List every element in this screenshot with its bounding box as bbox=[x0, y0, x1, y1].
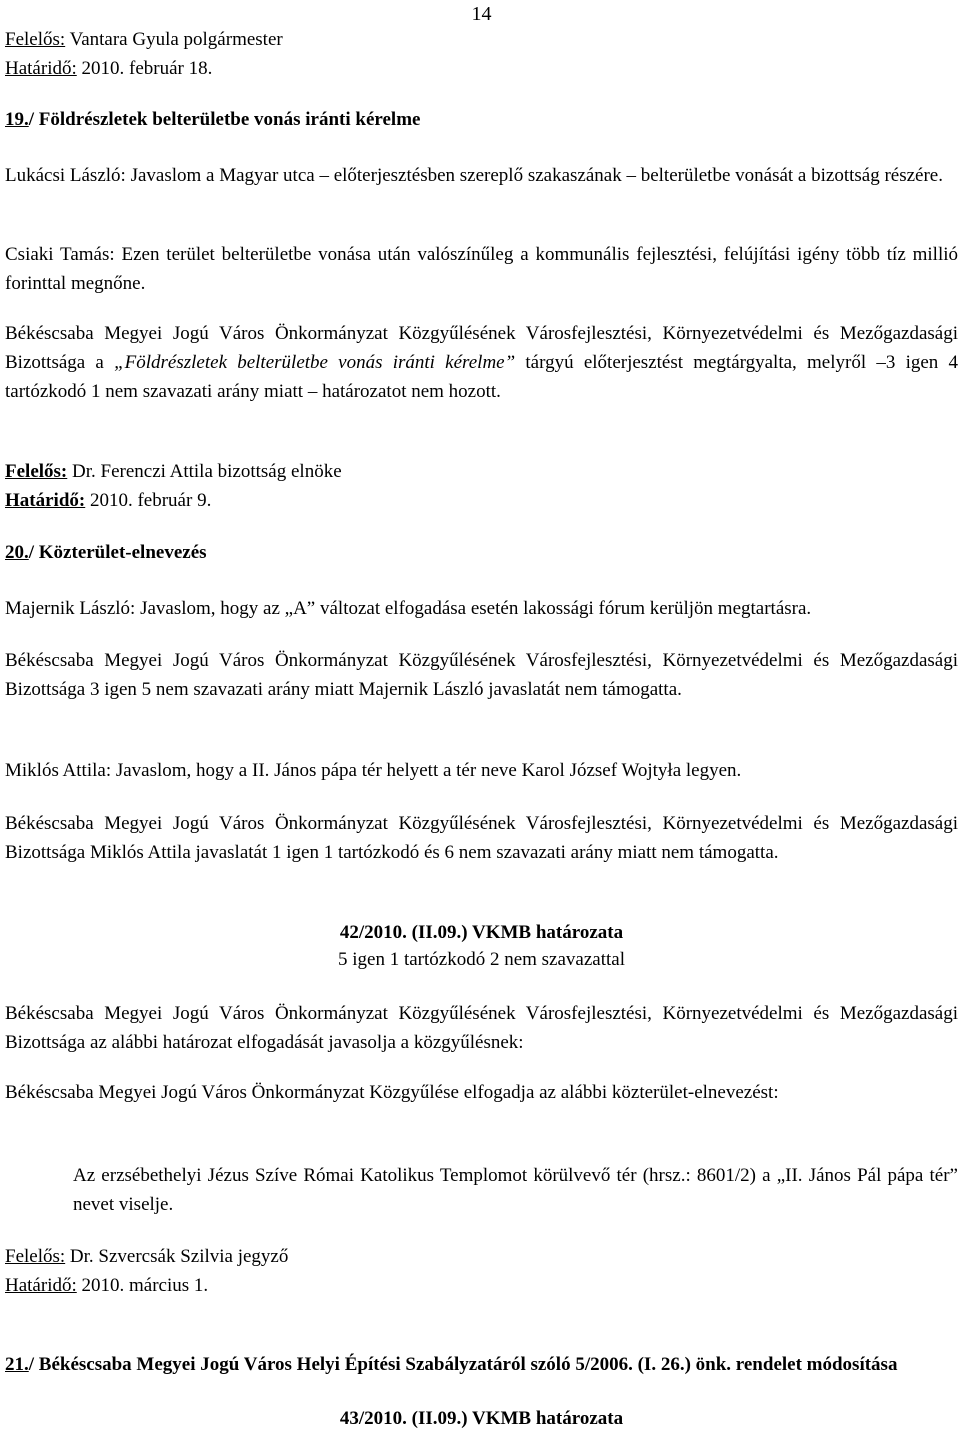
s19-paragraph-1: Lukácsi László: Javaslom a Magyar utca – előterjesztésben szereplő szakaszának – belterületbe vonását a bizottság részére. bbox=[5, 165, 943, 186]
felelos-value: Dr. Szvercsák Szilvia jegyző bbox=[65, 1246, 289, 1267]
s19-p3-text-a: Békéscsaba Megyei Jogú Város Önkormányzat Közgyűlésének Városfejlesztési, Környezetvédelmi és Mezőgazdasági Bizottsága a bbox=[5, 323, 958, 373]
s19-responsibility bbox=[5, 457, 958, 515]
felelos-label: Felelős: bbox=[5, 29, 66, 50]
s19-p3-text-b: tárgyú előterjesztést megtárgyalta, melyről –3 igen 4 tartózkodó 1 nem szavazati arány miatt – határozatot nem hozott. bbox=[5, 352, 958, 402]
top-hatarido-line bbox=[5, 54, 958, 83]
page-number: 14 bbox=[471, 3, 492, 25]
section-20-heading bbox=[5, 538, 958, 567]
hatarido-label: Határidő: bbox=[5, 490, 86, 511]
s20-paragraph-5: Békéscsaba Megyei Jogú Város Önkormányzat Közgyűlésének Városfejlesztési, Környezetvédelmi és Mezőgazdasági Bizottsága az alábbi határozat elfogadását javasolja a közgyűlésnek: bbox=[5, 1003, 958, 1053]
s20-paragraph-7: Az erzsébethelyi Jézus Szíve Római Katolikus Templomot körülvevő tér (hrsz.: 8601/2) a „II. János Pál pápa tér” nevet viselje. bbox=[73, 1165, 958, 1215]
s19-p3-italic-title: „Földrészletek belterületbe vonás iránti kérelme” bbox=[114, 352, 516, 373]
section-20-number: 20. bbox=[5, 542, 29, 563]
hatarido-value: 2010. március 1. bbox=[76, 1275, 209, 1296]
s20-paragraph-3: Miklós Attila: Javaslom, hogy a II. János pápa tér helyett a tér neve Karol József Wojtyła legyen. bbox=[5, 760, 742, 781]
section-19-title: / Földrészletek belterületbe vonás iránti kérelme bbox=[28, 109, 421, 130]
top-felelos-line bbox=[5, 25, 958, 54]
resolution-43-title: 43/2010. (II.09.) VKMB határozata bbox=[339, 1408, 624, 1429]
section-21-title: / Békéscsaba Megyei Jogú Város Helyi Építési Szabályzatáról szóló 5/2006. (I. 26.) önk. rendelet módosítása bbox=[28, 1354, 898, 1375]
s20-paragraph-4: Békéscsaba Megyei Jogú Város Önkormányzat Közgyűlésének Városfejlesztési, Környezetvédelmi és Mezőgazdasági Bizottsága Miklós Attila javaslatát 1 igen 1 tartózkodó és 6 nem szavazati arány miatt nem támogatta. bbox=[5, 813, 958, 863]
section-21-number: 21. bbox=[5, 1354, 29, 1375]
section-19-number: 19. bbox=[5, 109, 29, 130]
felelos-value: Vantara Gyula polgármester bbox=[65, 29, 283, 50]
hatarido-label: Határidő: bbox=[5, 58, 77, 79]
top-responsibility bbox=[5, 25, 958, 83]
section-21-heading bbox=[5, 1350, 958, 1379]
s20-paragraph-1: Majernik László: Javaslom, hogy az „A” változat elfogadása esetén lakossági fórum kerüljön megtartásra. bbox=[5, 598, 812, 619]
felelos-value: Dr. Ferenczi Attila bizottság elnöke bbox=[67, 461, 342, 482]
hatarido-value: 2010. február 18. bbox=[76, 58, 213, 79]
s20-paragraph-6: Békéscsaba Megyei Jogú Város Önkormányzat Közgyűlése elfogadja az alábbi közterület-elnevezést: bbox=[5, 1082, 779, 1103]
s20-paragraph-2: Békéscsaba Megyei Jogú Város Önkormányzat Közgyűlésének Városfejlesztési, Környezetvédelmi és Mezőgazdasági Bizottsága 3 igen 5 nem szavazati arány miatt Majernik László javaslatát nem támogatta. bbox=[5, 650, 958, 700]
felelos-label: Felelős: bbox=[5, 1246, 66, 1267]
s19-paragraph-3 bbox=[5, 319, 958, 406]
hatarido-label: Határidő: bbox=[5, 1275, 77, 1296]
section-19-heading bbox=[5, 105, 958, 134]
hatarido-value: 2010. február 9. bbox=[85, 490, 212, 511]
resolution-42-vote: 5 igen 1 tartózkodó 2 nem szavazattal bbox=[337, 949, 625, 970]
section-20-title: / Közterület-elnevezés bbox=[28, 542, 207, 563]
s19-paragraph-2: Csiaki Tamás: Ezen terület belterületbe vonása után valószínűleg a kommunális fejlesztési, felújítási igény több tíz millió forinttal megnőne. bbox=[5, 244, 958, 294]
felelos-label: Felelős: bbox=[5, 461, 68, 482]
s20-responsibility bbox=[5, 1242, 958, 1300]
resolution-42-title: 42/2010. (II.09.) VKMB határozata bbox=[339, 922, 624, 943]
